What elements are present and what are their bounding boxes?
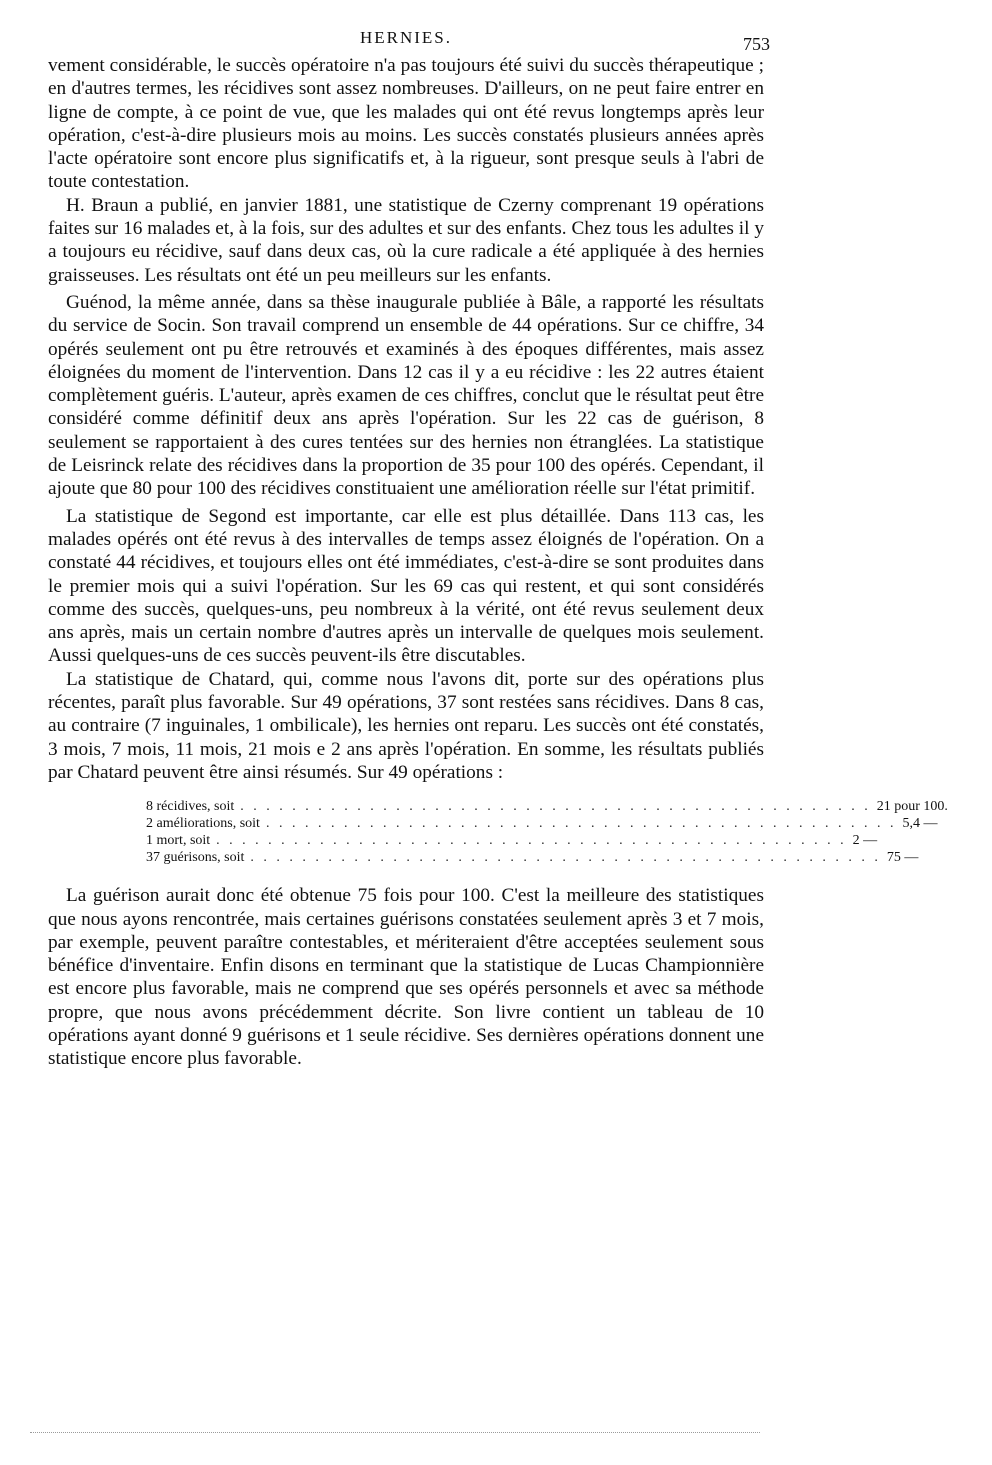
paragraph-guenod: Guénod, la même année, dans sa thèse inaugurale publiée à Bâle, a rapporté les résultats du service de Socin. Son travail comprend un ensemble de 44 opérations. Sur ce chiffre, 34 opérés seulement ont pu être retrouvés et examinés à des époques différentes, mais assez éloignées du moment de l'intervention. Dans 12 cas il y a eu récidive : les 22 autres étaient complètement guéris. L'auteur, après examen de ces chiffres, conclut que le résultat peut être considéré comme définitif deux ans après l'opération. Sur les 22 cas de guérison, 8 seulement se rapportaient à des cures tentées sur des hernies non étranglées. La statistique de Leisrinck relate des récidives dans la proportion de 35 pour 100 des opérés. Cependant, il ajoute que 80 pour 100 des récidives constituaient une amélioration réelle sur l'état primitif. [48,291,764,500]
summary-label: 37 guérisons, soit [146,850,245,866]
paragraph-continued: vement considérable, le succès opératoire n'a pas toujours été suivi du succès thérapeutique ; en d'autres termes, les récidives sont assez nombreuses. D'ailleurs, on ne peut faire entrer en ligne de compte, à ce point de vue, que les malades qui ont été revus longtemps après leur opération, c'est-à-dire plusieurs mois au moins. Les succès constatés plusieurs années après l'acte opératoire sont encore plus significatifs et, à la rigueur, sont presque seuls à l'abri de toute contestation. [48,55,764,193]
running-head [48,24,770,54]
book-page [48,24,948,1071]
leader-dots: . . . . . . . . . . . . . . . . . . . . . . . . . . . . . . . . . . . . . . . . . . . . . . . . . [250,850,881,866]
body-text [48,54,948,1071]
paragraph-segond: La statistique de Segond est importante, car elle est plus détaillée. Dans 113 cas, les malades opérés ont été revus à des intervalles de temps assez éloignés de l'opération. On a constaté 44 récidives, et toujours elles ont été immédiates, c'est-à-dire se sont produites dans le premier mois qui a suivi l'opération. Sur les 69 cas qui restent, et qui sont considérés comme des succès, quelques-uns, peu nombreux à la vérité, ont été revus seulement deux ans après, mais un certain nombre d'autres après un intervalle de quelques mois seulement. Aussi quelques-uns de ces succès peuvent-ils être discutables. [48,505,764,667]
results-summary [146,798,948,866]
paragraph-conclusion: La guérison aurait donc été obtenue 75 fois pour 100. C'est la meilleure des statistiques que nous ayons rencontrée, mais certaines guérisons constatées seulement après 3 et 7 mois, par exemple, peuvent paraître contestables, et mériteraient d'être acceptées seulement sous bénéfice d'inventaire. Enfin disons en terminant que la statistique de Lucas Championnière est encore plus favorable, mais ne comprend que ses opérés personnels et avec sa méthode propre, que nous avons précédemment décrite. Son livre contient un tableau de 10 opérations ayant donné 9 guérisons et 1 seule récidive. Ses dernières opérations donnent une statistique encore plus favorable. [48,885,764,1070]
summary-label: 1 mort, soit [146,833,211,849]
summary-row [146,815,938,832]
summary-value: 21 pour 100. [876,799,948,815]
leader-dots: . . . . . . . . . . . . . . . . . . . . . . . . . . . . . . . . . . . . . . . . . . . . . . . . . [216,833,847,849]
summary-value: 2 — [852,833,878,849]
summary-value: 5,4 — [902,816,938,832]
summary-label: 2 améliorations, soit [146,816,260,832]
footer-divider [30,1432,760,1433]
summary-label: 8 récidives, soit [146,799,235,815]
summary-row [146,798,948,815]
paragraph-chatard: La statistique de Chatard, qui, comme nous l'avons dit, porte sur des opérations plus récentes, paraît plus favorable. Sur 49 opérations, 37 sont restées sans récidives. Dans 8 cas, au contraire (7 inguinales, 1 ombilicale), les hernies ont reparu. Les succès ont été constatés, 3 mois, 7 mois, 11 mois, 21 mois e 2 ans après l'opération. En somme, les résultats publiés par Chatard peuvent être ainsi résumés. Sur 49 opérations : [48,668,764,783]
summary-value: 75 — [886,850,919,866]
leader-dots: . . . . . . . . . . . . . . . . . . . . . . . . . . . . . . . . . . . . . . . . . . . . . . . . . [240,799,871,815]
leader-dots: . . . . . . . . . . . . . . . . . . . . . . . . . . . . . . . . . . . . . . . . . . . . . . . . . [265,816,897,832]
paragraph-braun: H. Braun a publié, en janvier 1881, une statistique de Czerny comprenant 19 opérations faites sur 16 malades et, à la fois, sur des adultes et sur des enfants. Chez tous les adultes il y a toujours eu récidive, sauf dans deux cas, où la cure radicale a été appliquée à des hernies graisseuses. Les résultats ont été un peu meilleurs sur les enfants. [48,194,764,286]
summary-row [146,849,919,866]
page-number: 753 [743,34,770,54]
summary-row [146,832,878,849]
running-title: HERNIES. [359,28,453,47]
